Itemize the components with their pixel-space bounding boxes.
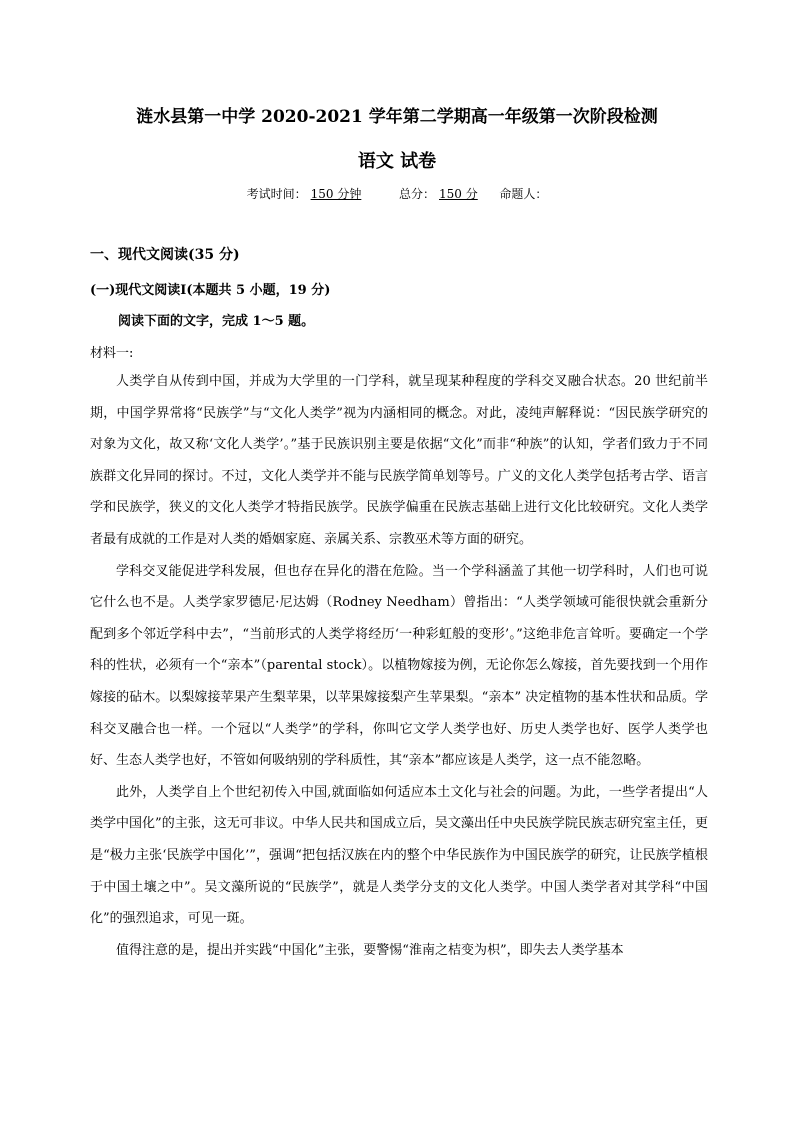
exam-subject: 语文 试卷	[357, 151, 437, 172]
exam-meta	[0, 185, 794, 202]
time-value: 150 分钟	[310, 187, 362, 201]
reading-instruction: 阅读下面的文字，完成 1～5 题。	[118, 314, 315, 329]
material-label: 材料一:	[90, 346, 134, 361]
section-heading: 一、现代文阅读(35 分)	[90, 247, 240, 263]
paragraph: 人类学自从传到中国，并成为大学里的一门学科，就呈现某种程度的学科交叉融合状态。20 世纪前半期，中国学界常将“民族学”与“文化人类学”视为内涵相同的概念。对此，凌纯声解释说：“因民族学研究的对象为文化，故又称‘文化人类学’。”基于民族识别主要是依据“文化”而非“种族”的认知，学者们致力于不同族群文化异同的探讨。不过，文化人类学并不能与民族学简单划等号。广义的文化人类学包括考古学、语言学和民族学，狭义的文化人类学才特指民族学。民族学偏重在民族志基础上进行文化比较研究。文化人类学者最有成就的工作是对人类的婚姻家庭、亲属关系、宗教巫术等方面的研究。	[90, 374, 708, 547]
passage-body	[90, 366, 708, 966]
exam-title: 涟水县第一中学 2020-2021 学年第二学期高一年级第一次阶段检测	[136, 107, 658, 127]
paragraph: 值得注意的是，提出并实践“中国化”主张，要警惕“淮南之桔变为枳”，即失去人类学基本	[116, 942, 624, 958]
setter-label: 命题人：	[499, 187, 548, 201]
score-label: 总分：	[398, 187, 435, 201]
time-label: 考试时间：	[246, 187, 307, 201]
paragraph: 此外，人类学自上个世纪初传入中国,就面临如何适应本土文化与社会的问题。为此，一些学者提出“人类学中国化”的主张，这无可非议。中华人民共和国成立后，吴文藻出任中央民族学院民族志研究室主任，更是“极力主张‘民族学中国化’”，强调“把包括汉族在内的整个中华民族作为中国民族学的研究，让民族学植根于中国土壤之中”。吴文藻所说的“民族学”，就是人类学分支的文化人类学。中国人类学者对其学科“中国化”的强烈追求，可见一斑。	[90, 784, 708, 927]
score-value: 150 分	[439, 187, 478, 201]
paragraph: 学科交叉能促进学科发展，但也存在异化的潜在危险。当一个学科涵盖了其他一切学科时，人们也可说它什么也不是。人类学家罗德尼·尼达姆（Rodney Needham）曾指出：“人类学领域可能很快就会重新分配到多个邻近学科中去”，“当前形式的人类学将经历‘一种彩虹般的变形’。”这绝非危言耸听。要确定一个学科的性状，必须有一个“亲本”（parental stock）。以植物嫁接为例，无论你怎么嫁接，首先要找到一个用作嫁接的砧木。以梨嫁接苹果产生梨苹果，以苹果嫁接梨产生苹果梨。“亲本” 决定植物的基本性状和品质。学科交叉融合也一样。一个冠以“人类学”的学科，你叫它文学人类学也好、历史人类学也好、医学人类学也好、生态人类学也好，不管如何吸纳别的学科质性，其“亲本”都应该是人类学，这一点不能忽略。	[90, 563, 708, 769]
subsection-heading: (一)现代文阅读Ⅰ(本题共 5 小题，19 分)	[90, 283, 331, 298]
